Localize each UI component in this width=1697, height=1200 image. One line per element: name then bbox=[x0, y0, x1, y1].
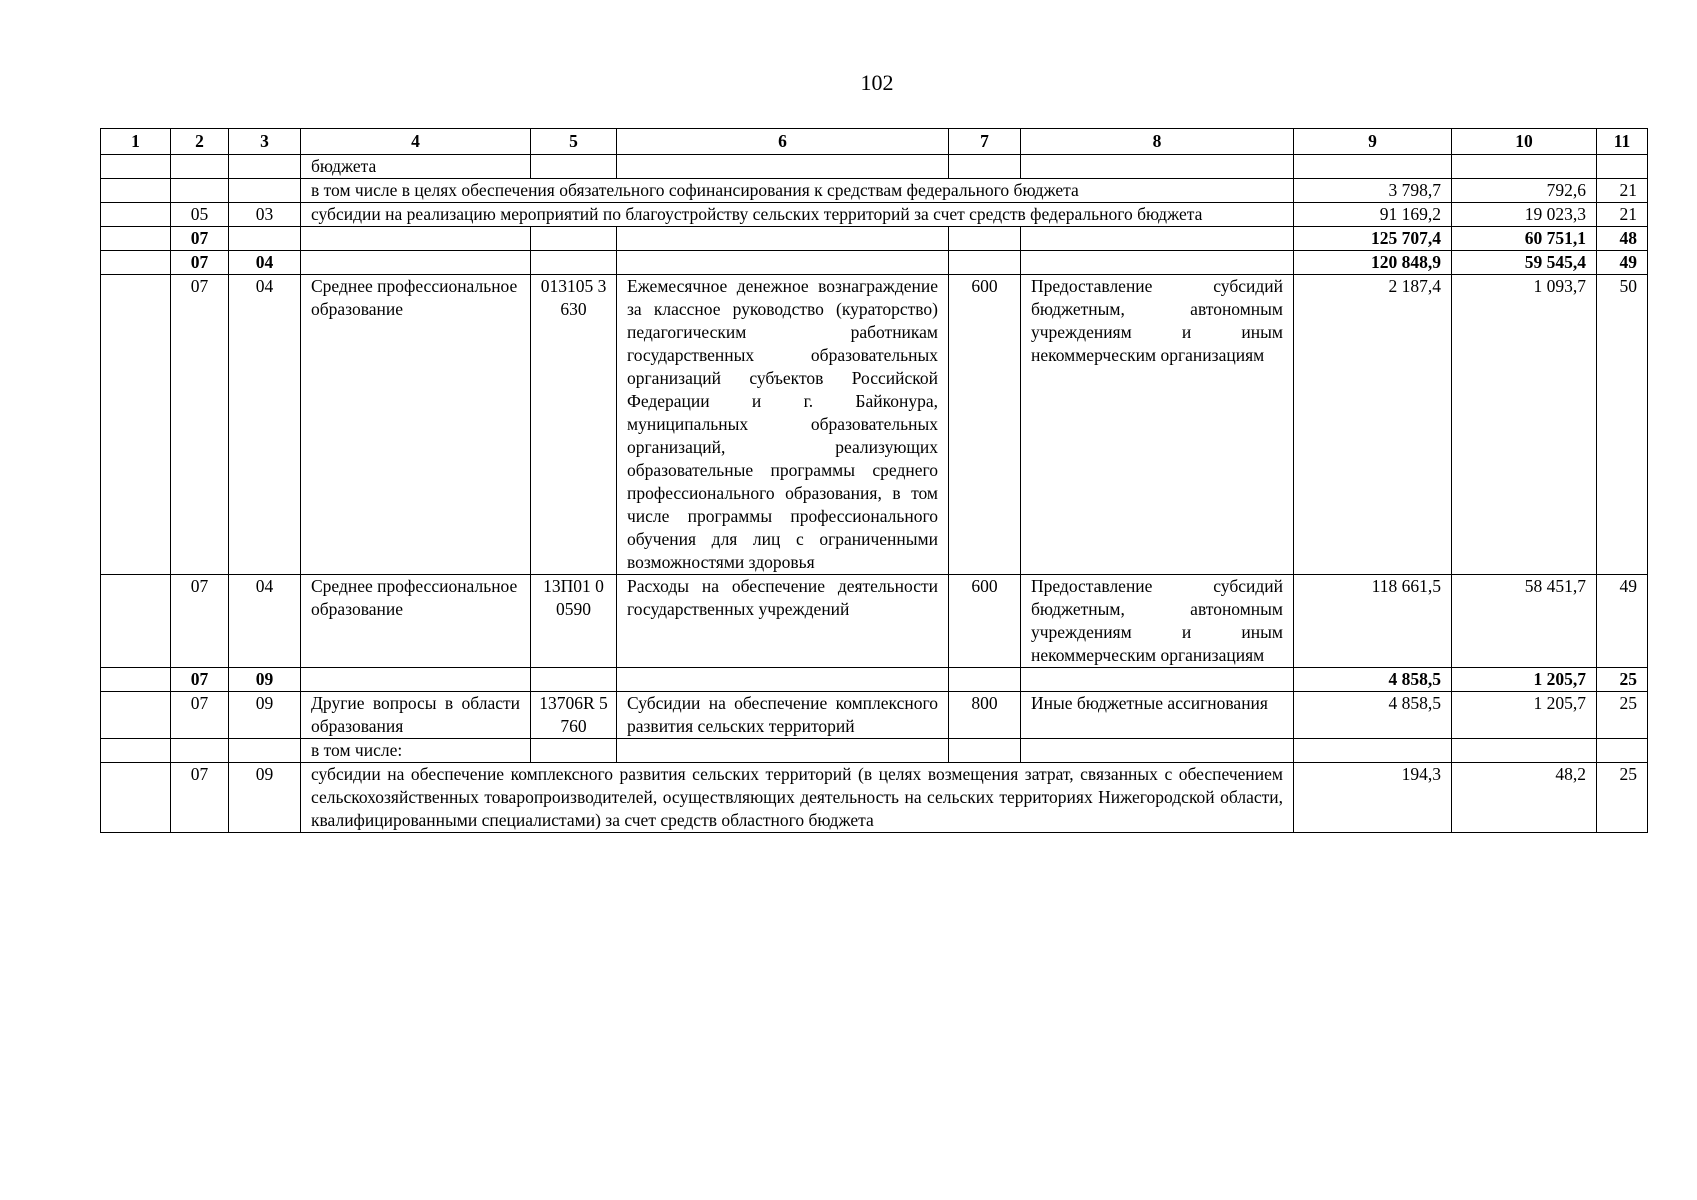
amount-col10: 1 093,7 bbox=[1452, 275, 1597, 575]
expense-type-name: Предоставление субсидий бюджетным, автономным учреждениям и иным некоммерческим организациям bbox=[1021, 575, 1294, 668]
code-subsection: 09 bbox=[229, 668, 301, 692]
row-description: субсидии на обеспечение комплексного развития сельских территорий (в целях возмещения затрат, связанных с обеспечением сельскохозяйственных товаропроизводителей, осуществляющих деятельность на сельских территориях Нижегородской области, квалифицированными специалистами) за счет средств областного бюджета bbox=[301, 763, 1294, 833]
section-name: Среднее профессиональное образование bbox=[301, 575, 531, 668]
percent-col11: 49 bbox=[1597, 251, 1648, 275]
table-row bbox=[101, 763, 1648, 833]
expense-type-name: Иные бюджетные ассигнования bbox=[1021, 692, 1294, 739]
page-number: 102 bbox=[860, 70, 894, 95]
target-code: 013105 3630 bbox=[531, 275, 617, 575]
section-name: Среднее профессиональное образование bbox=[301, 275, 531, 575]
expense-type-code: 800 bbox=[949, 692, 1021, 739]
amount-col10: 792,6 bbox=[1452, 179, 1597, 203]
table-row bbox=[101, 692, 1648, 739]
target-code: 13706R 5760 bbox=[531, 692, 617, 739]
code-section: 07 bbox=[171, 227, 229, 251]
percent-col11: 21 bbox=[1597, 179, 1648, 203]
code-section: 07 bbox=[171, 692, 229, 739]
expense-type-code: 600 bbox=[949, 575, 1021, 668]
header-cell: 3 bbox=[229, 129, 301, 155]
table-row bbox=[101, 179, 1648, 203]
code-subsection: 04 bbox=[229, 275, 301, 575]
percent-col11: 25 bbox=[1597, 763, 1648, 833]
amount-col10: 48,2 bbox=[1452, 763, 1597, 833]
header-row bbox=[101, 129, 1648, 155]
table-row bbox=[101, 668, 1648, 692]
amount-col10: 19 023,3 bbox=[1452, 203, 1597, 227]
section-name: Другие вопросы в области образования bbox=[301, 692, 531, 739]
code-section: 07 bbox=[171, 275, 229, 575]
target-code: 13П01 00590 bbox=[531, 575, 617, 668]
amount-col9: 194,3 bbox=[1294, 763, 1452, 833]
header-cell: 2 bbox=[171, 129, 229, 155]
header-cell: 1 bbox=[101, 129, 171, 155]
amount-col9: 3 798,7 bbox=[1294, 179, 1452, 203]
code-section: 07 bbox=[171, 575, 229, 668]
header-cell: 8 bbox=[1021, 129, 1294, 155]
expense-description: Расходы на обеспечение деятельности государственных учреждений bbox=[617, 575, 949, 668]
expense-description: Субсидии на обеспечение комплексного развития сельских территорий bbox=[617, 692, 949, 739]
expense-type-code: 600 bbox=[949, 275, 1021, 575]
percent-col11: 21 bbox=[1597, 203, 1648, 227]
header-cell: 4 bbox=[301, 129, 531, 155]
amount-col9: 118 661,5 bbox=[1294, 575, 1452, 668]
amount-col10: 59 545,4 bbox=[1452, 251, 1597, 275]
table-row bbox=[101, 227, 1648, 251]
header-cell: 5 bbox=[531, 129, 617, 155]
table-row bbox=[101, 251, 1648, 275]
code-section: 07 bbox=[171, 251, 229, 275]
amount-col10: 1 205,7 bbox=[1452, 668, 1597, 692]
section-name: бюджета bbox=[301, 155, 531, 179]
code-section: 07 bbox=[171, 763, 229, 833]
expense-type-name: Предоставление субсидий бюджетным, автономным учреждениям и иным некоммерческим организациям bbox=[1021, 275, 1294, 575]
amount-col10: 1 205,7 bbox=[1452, 692, 1597, 739]
table-row bbox=[101, 575, 1648, 668]
header-cell: 11 bbox=[1597, 129, 1648, 155]
section-name: в том числе: bbox=[301, 739, 531, 763]
row-description: субсидии на реализацию мероприятий по благоустройству сельских территорий за счет средств федерального бюджета bbox=[301, 203, 1294, 227]
row-description: в том числе в целях обеспечения обязательного софинансирования к средствам федерального бюджета bbox=[301, 179, 1294, 203]
header-cell: 7 bbox=[949, 129, 1021, 155]
expense-description: Ежемесячное денежное вознаграждение за классное руководство (кураторство) педагогическим работникам государственных образовательных организаций субъектов Российской Федерации и г. Байконура, муниципальных образовательных организаций, реализующих образовательные программы среднего профессионального образования, в том числе программы профессионального обучения для лиц с ограниченными возможностями здоровья bbox=[617, 275, 949, 575]
code-subsection: 09 bbox=[229, 763, 301, 833]
percent-col11: 48 bbox=[1597, 227, 1648, 251]
amount-col10: 60 751,1 bbox=[1452, 227, 1597, 251]
amount-col9: 91 169,2 bbox=[1294, 203, 1452, 227]
table-row bbox=[101, 739, 1648, 763]
code-subsection: 04 bbox=[229, 575, 301, 668]
amount-col9: 120 848,9 bbox=[1294, 251, 1452, 275]
header-cell: 6 bbox=[617, 129, 949, 155]
amount-col9: 2 187,4 bbox=[1294, 275, 1452, 575]
amount-col10: 58 451,7 bbox=[1452, 575, 1597, 668]
percent-col11: 25 bbox=[1597, 668, 1648, 692]
table-row bbox=[101, 203, 1648, 227]
code-subsection: 04 bbox=[229, 251, 301, 275]
code-section: 05 bbox=[171, 203, 229, 227]
percent-col11: 49 bbox=[1597, 575, 1648, 668]
amount-col9: 4 858,5 bbox=[1294, 668, 1452, 692]
percent-col11: 50 bbox=[1597, 275, 1648, 575]
code-section: 07 bbox=[171, 668, 229, 692]
code-subsection: 03 bbox=[229, 203, 301, 227]
amount-col9: 125 707,4 bbox=[1294, 227, 1452, 251]
header-cell: 9 bbox=[1294, 129, 1452, 155]
table-row bbox=[101, 275, 1648, 575]
budget-table bbox=[100, 128, 1648, 833]
table-row bbox=[101, 155, 1648, 179]
code-subsection: 09 bbox=[229, 692, 301, 739]
amount-col9: 4 858,5 bbox=[1294, 692, 1452, 739]
percent-col11: 25 bbox=[1597, 692, 1648, 739]
header-cell: 10 bbox=[1452, 129, 1597, 155]
